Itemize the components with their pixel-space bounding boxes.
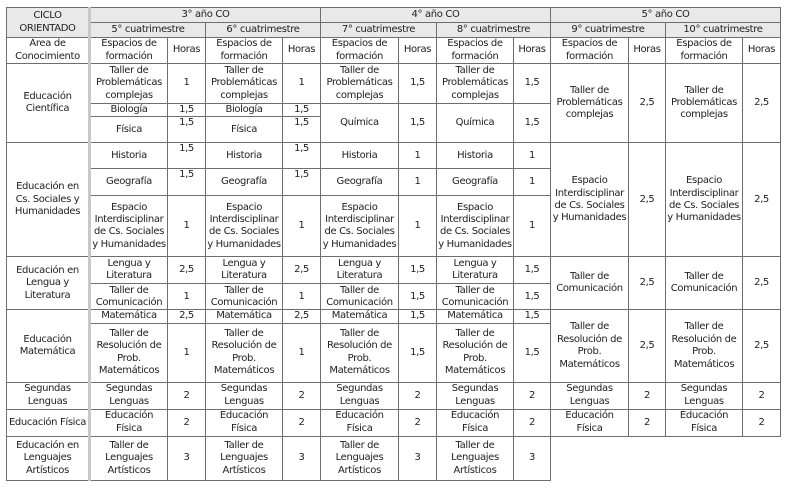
- subject-cell: Física: [90, 117, 168, 143]
- area-header: Área de Conocimiento: [7, 38, 90, 64]
- hours-cell: 3: [283, 436, 321, 480]
- area-artisticos: Educación en Lenguajes Artísticos: [7, 436, 90, 480]
- horas-header: Horas: [168, 38, 206, 64]
- hours-cell: 2: [168, 409, 206, 436]
- hours-cell: 1,5: [514, 64, 551, 104]
- subject-cell: Espacio Interdisciplinar de Cs. Sociales y Humanidades: [551, 143, 629, 257]
- subject-cell: Matemática: [90, 310, 168, 323]
- espacios-header: Espacios de formación: [551, 38, 629, 64]
- hours-cell: 1,5: [168, 117, 206, 143]
- subject-cell: Espacio Interdisciplinar de Cs. Sociales y Humanidades: [90, 196, 168, 257]
- subject-cell: Historia: [437, 143, 514, 169]
- subject-cell: Educación Física: [321, 409, 399, 436]
- hours-cell: 3: [168, 436, 206, 480]
- subject-cell: Segundas Lenguas: [206, 382, 283, 409]
- subject-cell: Taller de Resolución de Prob. Matemáticos: [551, 310, 629, 382]
- hours-cell: 1,5: [168, 143, 206, 169]
- header-row-terms: [7, 23, 781, 38]
- hours-cell: 1: [168, 323, 206, 382]
- ciclo-orientado-header: CICLO ORIENTADO: [7, 8, 90, 38]
- subject-cell: Taller de Problemáticas complejas: [666, 64, 743, 143]
- table-row: [7, 143, 781, 169]
- subject-cell: Segundas Lenguas: [666, 382, 743, 409]
- subject-cell: Matemática: [321, 310, 399, 323]
- subject-cell: Educación Física: [666, 409, 743, 436]
- subject-cell: Matemática: [206, 310, 283, 323]
- hours-cell: 1,5: [399, 284, 437, 310]
- subject-cell: Taller de Problemáticas complejas: [551, 64, 629, 143]
- hours-cell: 1,5: [399, 310, 437, 323]
- hours-cell: 1,5: [168, 104, 206, 117]
- term-header-10: 10° cuatrimestre: [666, 23, 781, 38]
- hours-cell: 2: [168, 382, 206, 409]
- hours-cell: 3: [514, 436, 551, 480]
- table-row: [7, 409, 781, 436]
- hours-cell: 1: [168, 64, 206, 104]
- hours-cell: 1: [283, 196, 321, 257]
- hours-cell: 1,5: [168, 169, 206, 196]
- horas-header: Horas: [399, 38, 437, 64]
- hours-cell: 2,5: [629, 143, 666, 257]
- subject-cell: Taller de Lenguajes Artísticos: [321, 436, 399, 480]
- hours-cell: 2: [629, 382, 666, 409]
- espacios-header: Espacios de formación: [90, 38, 168, 64]
- area-matematica: Educación Matemática: [7, 310, 90, 382]
- term-header-6: 6° cuatrimestre: [206, 23, 321, 38]
- hours-cell: 1: [168, 196, 206, 257]
- hours-cell: 1: [514, 143, 551, 169]
- subject-cell: Taller de Comunicación: [321, 284, 399, 310]
- subject-cell: Taller de Comunicación: [437, 284, 514, 310]
- subject-cell: Geografía: [206, 169, 283, 196]
- espacios-header: Espacios de formación: [321, 38, 399, 64]
- subject-cell: Biología: [206, 104, 283, 117]
- subject-cell: Taller de Comunicación: [206, 284, 283, 310]
- table-row: [7, 382, 781, 409]
- subject-cell: Educación Física: [206, 409, 283, 436]
- subject-cell: Taller de Resolución de Prob. Matemáticos: [206, 323, 283, 382]
- hours-cell: 1,5: [514, 310, 551, 323]
- hours-cell: 1: [283, 323, 321, 382]
- hours-cell: 1: [514, 169, 551, 196]
- hours-cell: 2: [743, 382, 781, 409]
- subject-cell: Lengua y Literatura: [437, 257, 514, 284]
- hours-cell: 1,5: [514, 323, 551, 382]
- empty-cell: [551, 436, 781, 480]
- hours-cell: 2: [514, 409, 551, 436]
- curriculum-table: [6, 7, 781, 481]
- area-sociales: Educación en Cs. Sociales y Humanidades: [7, 143, 90, 257]
- hours-cell: 1: [283, 64, 321, 104]
- hours-cell: 1,5: [283, 143, 321, 169]
- subject-cell: Química: [321, 104, 399, 143]
- subject-cell: Segundas Lenguas: [321, 382, 399, 409]
- hours-cell: 2,5: [283, 310, 321, 323]
- subject-cell: Segundas Lenguas: [551, 382, 629, 409]
- hours-cell: 2: [514, 382, 551, 409]
- hours-cell: 1,5: [514, 257, 551, 284]
- hours-cell: 3: [399, 436, 437, 480]
- subject-cell: Educación Física: [90, 409, 168, 436]
- subject-cell: Taller de Comunicación: [666, 257, 743, 310]
- espacios-header: Espacios de formación: [206, 38, 283, 64]
- hours-cell: 1: [399, 143, 437, 169]
- area-segundas: Segundas Lenguas: [7, 382, 90, 409]
- hours-cell: 2: [283, 409, 321, 436]
- subject-cell: Geografía: [90, 169, 168, 196]
- subject-cell: Taller de Comunicación: [551, 257, 629, 310]
- area-cientifica: Educación Científica: [7, 64, 90, 143]
- subject-cell: Espacio Interdisciplinar de Cs. Sociales y Humanidades: [206, 196, 283, 257]
- horas-header: Horas: [743, 38, 781, 64]
- hours-cell: 1: [399, 196, 437, 257]
- subject-cell: Taller de Lenguajes Artísticos: [90, 436, 168, 480]
- hours-cell: 1,5: [514, 284, 551, 310]
- header-row-years: [7, 8, 781, 23]
- hours-cell: 1,5: [283, 104, 321, 117]
- subject-cell: Lengua y Literatura: [206, 257, 283, 284]
- subject-cell: Lengua y Literatura: [90, 257, 168, 284]
- hours-cell: 2,5: [629, 64, 666, 143]
- term-header-9: 9° cuatrimestre: [551, 23, 666, 38]
- subject-cell: Matemática: [437, 310, 514, 323]
- subject-cell: Taller de Problemáticas complejas: [321, 64, 399, 104]
- hours-cell: 2,5: [168, 310, 206, 323]
- subject-cell: Taller de Resolución de Prob. Matemáticos: [437, 323, 514, 382]
- year-header-4: 4° año CO: [321, 8, 551, 23]
- area-lengua: Educación en Lengua y Literatura: [7, 257, 90, 310]
- term-header-7: 7° cuatrimestre: [321, 23, 437, 38]
- subject-cell: Biología: [90, 104, 168, 117]
- table-row: [7, 257, 781, 284]
- hours-cell: 1,5: [514, 104, 551, 143]
- hours-cell: 2: [743, 409, 781, 436]
- hours-cell: 2,5: [743, 64, 781, 143]
- subject-cell: Geografía: [321, 169, 399, 196]
- hours-cell: 2,5: [743, 143, 781, 257]
- hours-cell: 1,5: [283, 169, 321, 196]
- hours-cell: 1: [168, 284, 206, 310]
- hours-cell: 2,5: [629, 310, 666, 382]
- subject-cell: Taller de Lenguajes Artísticos: [437, 436, 514, 480]
- subject-cell: Espacio Interdisciplinar de Cs. Sociales y Humanidades: [437, 196, 514, 257]
- hours-cell: 2: [283, 382, 321, 409]
- horas-header: Horas: [283, 38, 321, 64]
- subject-cell: Historia: [206, 143, 283, 169]
- subject-cell: Lengua y Literatura: [321, 257, 399, 284]
- hours-cell: 1,5: [399, 104, 437, 143]
- area-fisica: Educación Física: [7, 409, 90, 436]
- horas-header: Horas: [514, 38, 551, 64]
- subject-cell: Taller de Resolución de Prob. Matemáticos: [321, 323, 399, 382]
- subject-cell: Espacio Interdisciplinar de Cs. Sociales y Humanidades: [666, 143, 743, 257]
- subject-cell: Taller de Resolución de Prob. Matemáticos: [90, 323, 168, 382]
- subject-cell: Educación Física: [551, 409, 629, 436]
- hours-cell: 1: [514, 196, 551, 257]
- hours-cell: 2: [399, 409, 437, 436]
- hours-cell: 2,5: [743, 257, 781, 310]
- espacios-header: Espacios de formación: [666, 38, 743, 64]
- hours-cell: 2,5: [629, 257, 666, 310]
- hours-cell: 1,5: [399, 64, 437, 104]
- term-header-8: 8° cuatrimestre: [437, 23, 551, 38]
- subject-cell: Segundas Lenguas: [437, 382, 514, 409]
- horas-header: Horas: [629, 38, 666, 64]
- year-header-3: 3° año CO: [90, 8, 321, 23]
- hours-cell: 1,5: [399, 257, 437, 284]
- subject-cell: Taller de Problemáticas complejas: [437, 64, 514, 104]
- subject-cell: Taller de Resolución de Prob. Matemáticos: [666, 310, 743, 382]
- subject-cell: Geografía: [437, 169, 514, 196]
- subject-cell: Segundas Lenguas: [90, 382, 168, 409]
- subject-cell: Taller de Problemáticas complejas: [90, 64, 168, 104]
- subject-cell: Historia: [321, 143, 399, 169]
- subject-cell: Química: [437, 104, 514, 143]
- subject-cell: Taller de Problemáticas complejas: [206, 64, 283, 104]
- table-row: [7, 64, 781, 104]
- subject-cell: Taller de Comunicación: [90, 284, 168, 310]
- espacios-header: Espacios de formación: [437, 38, 514, 64]
- hours-cell: 2: [629, 409, 666, 436]
- table-row: [7, 310, 781, 323]
- hours-cell: 2,5: [168, 257, 206, 284]
- subject-cell: Educación Física: [437, 409, 514, 436]
- subject-cell: Física: [206, 117, 283, 143]
- hours-cell: 2,5: [283, 257, 321, 284]
- subject-cell: Taller de Lenguajes Artísticos: [206, 436, 283, 480]
- header-row-columns: [7, 38, 781, 64]
- hours-cell: 2: [399, 382, 437, 409]
- hours-cell: 1: [283, 284, 321, 310]
- hours-cell: 2,5: [743, 310, 781, 382]
- term-header-5: 5° cuatrimestre: [90, 23, 206, 38]
- table-row: [7, 436, 781, 480]
- hours-cell: 1: [399, 169, 437, 196]
- subject-cell: Espacio Interdisciplinar de Cs. Sociales y Humanidades: [321, 196, 399, 257]
- hours-cell: 1,5: [283, 117, 321, 143]
- year-header-5: 5° año CO: [551, 8, 781, 23]
- subject-cell: Historia: [90, 143, 168, 169]
- hours-cell: 1,5: [399, 323, 437, 382]
